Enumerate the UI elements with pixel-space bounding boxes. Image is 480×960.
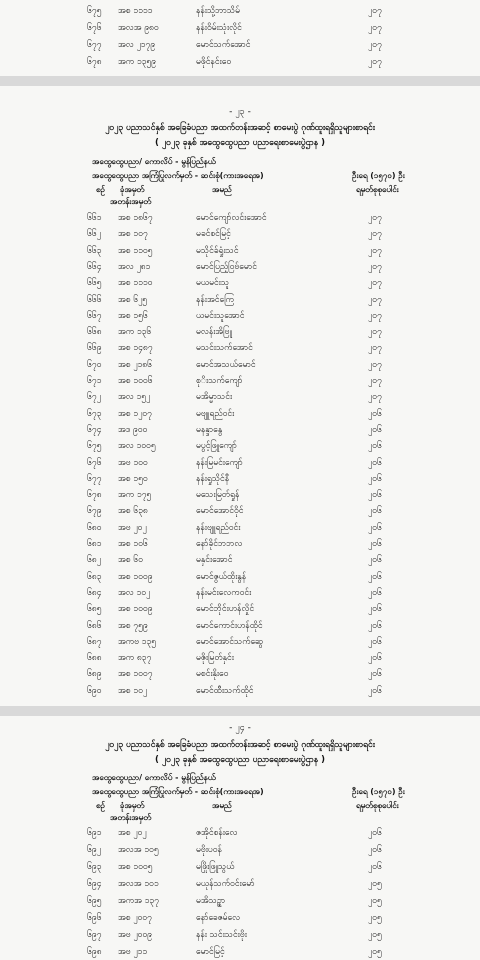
table-row xyxy=(0,293,480,307)
student-name: နန်းသို့ဘာသိမ် xyxy=(196,6,240,16)
total-mark: ၂၀၆ xyxy=(368,587,382,598)
roll-number: အလ ၁၀၀၅ xyxy=(118,441,156,452)
row-number: ၆၈၃ xyxy=(87,571,102,582)
row-number: ၆၇၆ xyxy=(87,23,102,33)
table-row xyxy=(0,651,480,665)
student-name: မနန္ဒာနွေ xyxy=(196,424,223,435)
table-row xyxy=(0,826,480,840)
student-name: မောင်သက်အောင် xyxy=(196,40,251,50)
row-number: ၆၆၂ xyxy=(87,229,101,240)
roll-number: အစ ၁၁၀၅ xyxy=(118,245,153,256)
table-row xyxy=(0,374,480,388)
table-row xyxy=(0,260,480,274)
roll-number: အက ၁၃၅၉ xyxy=(118,57,156,67)
table-row xyxy=(0,911,480,925)
total-mark: ၂၀၇ xyxy=(368,294,382,305)
table-row xyxy=(0,21,480,35)
table-row xyxy=(0,38,480,52)
total-mark: ၂၀၆ xyxy=(368,669,382,680)
student-name: မောင်ကောင်းဟန်ထိုင် xyxy=(196,620,263,631)
student-name: မဇိုးမြတ်နှင်း xyxy=(196,653,234,664)
student-name: နော်ခေဇမ်လေ xyxy=(196,913,241,923)
page-title: ၂၀၂၃ ပညာသင်နှစ် အခြေခံပညာ အထက်တန်းအဆင့် စာမေးပွဲ ဂုဏ်ထူးရရှိသူများစာရင်း xyxy=(105,123,375,133)
total-mark: ၂၀၇ xyxy=(368,57,382,67)
student-name: မောင်မြင့် xyxy=(196,947,225,957)
info-line-2: အထွေထွေပညာ အကြံပြုလက်မှတ် - ဆင်းစုံ(ကားအရေအ) xyxy=(92,171,264,180)
roll-number: အဗ ၂၀၀၉ xyxy=(118,930,152,940)
roll-number: အစ ၁၀၀၉ xyxy=(118,571,153,582)
total-mark: ၂၀၆ xyxy=(368,408,382,419)
total-mark: ၂၀၇ xyxy=(368,23,382,33)
info-line-2: အထွေထွေပညာ အကြံပြုလက်မှတ် - ဆင်းစုံ(ကားအရေအ) xyxy=(92,787,264,796)
table-row xyxy=(0,4,480,18)
roll-number: အစ ၁၄၈၇ xyxy=(118,343,153,354)
student-name: နန်း သင်းသင်းဗိုး xyxy=(196,930,247,940)
total-mark: ၂၀၇ xyxy=(368,359,382,370)
student-name: မသိုင်ခ်ရှုံးသင် xyxy=(196,245,239,256)
row-number: ၆၇၀ xyxy=(87,359,102,370)
roll-number: အကဗ ၁၃၅ xyxy=(118,636,157,647)
info-line-1: အထွေထွေပညာ/ ကောလိပ် - မွန်ပြည်နယ် xyxy=(92,157,216,166)
student-name: မောင်ကျော်လင်းအောင် xyxy=(196,213,267,223)
header-roll-sub: အတန်းအမှတ် xyxy=(110,197,152,206)
table-row xyxy=(0,894,480,908)
total-mark: ၂၀၆ xyxy=(368,685,382,696)
roll-number: အစ ၁၁၁၀ xyxy=(118,278,153,289)
total-mark: ၂၀၅ xyxy=(368,879,382,889)
row-number: ၆၈၂ xyxy=(87,555,101,566)
table-row xyxy=(0,244,480,258)
student-name: မနှင်းအောင် xyxy=(196,555,233,566)
total-mark: ၂၀၇ xyxy=(368,261,382,272)
row-number: ၆၇၂ xyxy=(87,392,101,403)
total-mark: ၂၀၇ xyxy=(368,327,382,338)
table-row xyxy=(0,341,480,355)
total-mark: ၂၀၇ xyxy=(368,213,382,223)
roll-number: အစ ၁၀၀၅ xyxy=(118,862,153,872)
table-row xyxy=(0,619,480,633)
roll-number: အဒ ၉၀၀ xyxy=(118,424,148,435)
table-row xyxy=(0,877,480,891)
roll-number: အစ ၂၁၈၆ xyxy=(118,359,152,370)
total-mark: ၂၀၆ xyxy=(368,457,382,468)
table-row xyxy=(0,684,480,698)
table-row xyxy=(0,553,480,567)
header-mark: ရမှတ်စုစုပေါင်း xyxy=(356,801,399,810)
row-number: ၆၈၇ xyxy=(87,636,102,647)
student-name: မောင်ပြည့်ဝြဗ်မောင် xyxy=(196,261,257,272)
count-label: ဦးရေ (၁၅၇၀) ဦး xyxy=(352,787,405,796)
table-row xyxy=(0,488,480,502)
student-name: နန်းအင်ကြေ xyxy=(196,294,235,305)
table-row xyxy=(0,423,480,437)
header-name: အမည် xyxy=(212,185,232,194)
table-row xyxy=(0,439,480,453)
roll-number: အလအ ၁၀၅ xyxy=(118,845,159,855)
row-number: ၆၇၈ xyxy=(87,490,102,501)
roll-number: အလအ ၁၀၁ xyxy=(118,879,159,889)
page-title: ၂၀၂၃ ပညာသင်နှစ် အခြေခံပညာ အထက်တန်းအဆင့် စာမေးပွဲ ဂုဏ်ထူးရရှိသူများစာရင်း xyxy=(105,740,375,750)
row-number: ၆၈၈ xyxy=(87,653,102,664)
row-number: ၆၇၃ xyxy=(87,408,102,419)
table-row xyxy=(0,586,480,600)
student-name: မဖိုင်နင်းဝေ xyxy=(196,57,232,67)
student-name: မဖြိုးဖြူသွယ် xyxy=(196,862,235,872)
table-row xyxy=(0,472,480,486)
table-row xyxy=(0,407,480,421)
student-name: နန်းရှုသိုင်နီ xyxy=(196,473,230,484)
table-row xyxy=(0,570,480,584)
student-name: မဗျူရည်ဝင်း xyxy=(196,408,235,419)
row-number: ၆၇၁ xyxy=(87,376,102,386)
total-mark: ၂၀၇ xyxy=(368,376,382,386)
student-name: မောင်အသယ်မောင် xyxy=(196,359,256,370)
student-name: နန်းမြမင်းကျော် xyxy=(196,457,243,468)
table-row xyxy=(0,504,480,518)
row-number: ၆၇၅ xyxy=(87,6,102,16)
student-name: နန်းမင်းလေကဝင်း xyxy=(196,587,252,598)
roll-number: အလအ ၉၈၀ xyxy=(118,23,159,33)
row-number: ၆၈၉ xyxy=(87,669,102,680)
table-row xyxy=(0,325,480,339)
total-mark: ၂၀၇ xyxy=(368,343,382,354)
roll-number: အစ ၁၀၇ xyxy=(118,229,148,240)
total-mark: ၂၀၆ xyxy=(368,636,382,647)
total-mark: ၂၀၆ xyxy=(368,539,382,549)
student-name: မသေးမြတ်ရှုန် xyxy=(196,490,240,501)
table-row xyxy=(0,521,480,535)
student-name: မောင်အောင်သက်ဆွေ xyxy=(196,636,264,647)
header-name: အမည် xyxy=(212,801,232,810)
header-no: စဉ် xyxy=(96,185,105,194)
roll-number: အက ၁၇၅ xyxy=(118,490,152,501)
table-row xyxy=(0,945,480,959)
document-page-top xyxy=(0,0,480,76)
table-row xyxy=(0,211,480,225)
row-number: ၆၉၂ xyxy=(87,845,101,855)
student-name: မအိမ္မာသင်း xyxy=(196,392,233,403)
total-mark: ၂၀၆ xyxy=(368,522,382,533)
table-row xyxy=(0,843,480,857)
table-row xyxy=(0,309,480,323)
student-name: မောင်ဘိုင်းဟန်လှိုင် xyxy=(196,604,255,615)
row-number: ၆၇၈ xyxy=(87,57,102,67)
row-number: ၆၈၀ xyxy=(87,522,102,533)
student-name: နန်းဗျူရည်ဝင်း xyxy=(196,522,241,533)
table-row xyxy=(0,55,480,69)
row-number: ၆၉၀ xyxy=(87,685,102,696)
roll-number: အလ ၂၁၇၉ xyxy=(118,40,155,50)
roll-number: အစ ၆၀ xyxy=(118,555,143,566)
roll-number: အစ ၂၀၀၇ xyxy=(118,913,152,923)
row-number: ၆၇၆ xyxy=(87,457,102,468)
total-mark: ၂၀၆ xyxy=(368,845,382,855)
student-name: ယမင်းသူအောင် xyxy=(196,310,245,321)
roll-number: အစ ၁၀၂ xyxy=(118,685,148,696)
total-mark: ၂၀၇ xyxy=(368,6,382,16)
roll-number: အစ ၁၅၀ xyxy=(118,473,148,484)
row-number: ၆၉၇ xyxy=(87,930,102,940)
count-label: ဦးရေ (၁၅၇၀) ဦး xyxy=(352,171,405,180)
roll-number: အစ ၁၀၀၉ xyxy=(118,604,153,615)
roll-number: အစ ၁၀၆ xyxy=(118,539,148,549)
roll-number: အစ ၁၀၀၆ xyxy=(118,376,153,386)
roll-number: အစ ၆၂၅ xyxy=(118,294,148,305)
header-roll: ခုံအမှတ် xyxy=(120,185,145,194)
student-name: မအိသဥ္ဇာ xyxy=(196,896,226,906)
total-mark: ၂၀၆ xyxy=(368,441,382,452)
student-name: မစင်းနိုးဝေ xyxy=(196,669,229,680)
student-name: မောင်အောင်ဝိုင် xyxy=(196,506,244,517)
roll-number: အဗ ၁၀၀ xyxy=(118,457,148,468)
row-number: ၆၆၅ xyxy=(87,278,102,289)
page-number: - ၂၄ - xyxy=(229,723,251,733)
total-mark: ၂၀၅ xyxy=(368,913,382,923)
row-number: ၆၈၅ xyxy=(87,604,102,615)
roll-number: အက ၈၃၇ xyxy=(118,653,152,664)
row-number: ၆၆၃ xyxy=(87,245,102,256)
document-page-bottom xyxy=(0,716,480,960)
total-mark: ၂၀၇ xyxy=(368,278,382,289)
info-line-1: အထွေထွေပညာ/ ကောလိပ် - မွန်ပြည်နယ် xyxy=(92,773,216,782)
row-number: ၆၆၁ xyxy=(87,213,102,223)
row-number: ၆၉၁ xyxy=(87,828,102,838)
total-mark: ၂၀၇ xyxy=(368,310,382,321)
roll-number: အစ ၁၁၁၁ xyxy=(118,6,153,16)
row-number: ၆၇၅ xyxy=(87,441,102,452)
header-mark: ရမှတ်စုစုပေါင်း xyxy=(356,185,399,194)
roll-number: အစ ၂၀၂ xyxy=(118,828,147,838)
page-subtitle: ( ၂၀၂၃ ခုနှစ် အထွေထွေပညာ ပညာရေးစာမေးပွဲဌာန ) xyxy=(154,755,326,765)
row-number: ၆၆၈ xyxy=(87,327,102,338)
header-roll: ခုံအမှတ် xyxy=(120,801,145,810)
row-number: ၆၆၆ xyxy=(87,294,102,305)
total-mark: ၂၀၇ xyxy=(368,40,382,50)
row-number: ၆၇၉ xyxy=(87,506,102,517)
row-number: ၆၉၈ xyxy=(87,947,102,957)
row-number: ၆၈၆ xyxy=(87,620,102,631)
row-number: ၆၆၄ xyxy=(87,261,102,272)
student-name: နန်းဝိမ်းသုံးလိုင် xyxy=(196,23,242,33)
page-subtitle: ( ၂၀၂၃ ခုနှစ် အထွေထွေပညာ ပညာရေးစာမေးပွဲဌာန ) xyxy=(154,138,326,148)
student-name: မယမင်းသူ xyxy=(196,278,230,289)
student-name: ဇအိုင်စန်းလေ xyxy=(196,828,238,838)
row-number: ၆၇၄ xyxy=(87,424,102,435)
row-number: ၆၇၇ xyxy=(87,473,102,484)
table-row xyxy=(0,227,480,241)
document-page-middle xyxy=(0,86,480,706)
page-number: - ၂၃ - xyxy=(229,107,251,117)
table-row xyxy=(0,390,480,404)
row-number: ၆၆၉ xyxy=(87,343,102,354)
table-row xyxy=(0,928,480,942)
total-mark: ၂၀၆ xyxy=(368,490,382,501)
total-mark: ၂၀၆ xyxy=(368,506,382,517)
roll-number: အစ ၁၈၆၇ xyxy=(118,213,153,223)
student-name: မပွင့်ဖြူကျော် xyxy=(196,441,237,452)
row-number: ၆၇၇ xyxy=(87,40,102,50)
student-name: မခင်စင်မြင့် xyxy=(196,229,231,240)
roll-number: အဗ ၂၁၁ xyxy=(118,947,148,957)
student-name: နော်ခိုင်ဘဘလ xyxy=(196,539,243,549)
total-mark: ၂၀၆ xyxy=(368,555,382,566)
roll-number: အဗ ၂၀၂ xyxy=(118,522,147,533)
table-row xyxy=(0,635,480,649)
total-mark: ၂၀၅ xyxy=(368,930,382,940)
total-mark: ၂၀၇ xyxy=(368,245,382,256)
roll-number: အလ ၁၅၂ xyxy=(118,392,151,403)
roll-number: အက ၁၃၆ xyxy=(118,327,152,338)
row-number: ၆၈၁ xyxy=(87,539,102,549)
student-name: မယုန်သက်ဝင်းမော် xyxy=(196,879,255,889)
table-row xyxy=(0,537,480,551)
roll-number: အစ ၇၅၉ xyxy=(118,620,148,631)
roll-number: အလ ၁၀၂ xyxy=(118,587,151,598)
student-name: မောင်ဇွယ်ထိုးနွန် xyxy=(196,571,247,582)
total-mark: ၂၀၇ xyxy=(368,392,382,403)
row-number: ၆၉၃ xyxy=(87,862,102,872)
table-row xyxy=(0,602,480,616)
total-mark: ၂၀၆ xyxy=(368,473,382,484)
table-row xyxy=(0,667,480,681)
student-name: မသင်းသက်အောင် xyxy=(196,343,253,354)
total-mark: ၂၀၆ xyxy=(368,604,382,615)
header-roll-sub: အတန်းအမှတ် xyxy=(110,813,152,822)
total-mark: ၂၀၅ xyxy=(368,896,382,906)
header-no: စဉ် xyxy=(96,801,105,810)
total-mark: ၂၀၆ xyxy=(368,828,382,838)
roll-number: အကအ ၁၃၇ xyxy=(118,896,159,906)
total-mark: ၂၀၆ xyxy=(368,653,382,664)
roll-number: အလ ၂၈၁ xyxy=(118,261,151,272)
row-number: ၆၉၆ xyxy=(87,913,102,923)
total-mark: ၂၀၆ xyxy=(368,862,382,872)
total-mark: ၂၀၆ xyxy=(368,620,382,631)
total-mark: ၂၀၅ xyxy=(368,947,382,957)
roll-number: အစ ၁၂၀၇ xyxy=(118,408,152,419)
student-name: မဗိုးပဝန် xyxy=(196,845,222,855)
row-number: ၆၉၅ xyxy=(87,896,102,906)
roll-number: အစ ၁၅၆ xyxy=(118,310,148,321)
row-number: ၆၈၄ xyxy=(87,587,102,598)
table-row xyxy=(0,276,480,290)
total-mark: ၂၀၆ xyxy=(368,571,382,582)
table-row xyxy=(0,860,480,874)
roll-number: အစ ၆၃၈ xyxy=(118,506,148,517)
table-row xyxy=(0,358,480,372)
row-number: ၆၆၇ xyxy=(87,310,102,321)
roll-number: အစ ၁၀၀၇ xyxy=(118,669,153,680)
table-row xyxy=(0,456,480,470)
student-name: မောင်ထီးသက်ထိုင် xyxy=(196,685,254,696)
total-mark: ၂၀၆ xyxy=(368,424,382,435)
student-name: မလန်းအိဗြူ xyxy=(196,327,232,338)
student-name: စုိးသက်ကျော် xyxy=(196,376,243,386)
row-number: ၆၉၄ xyxy=(87,879,102,889)
total-mark: ၂၀၇ xyxy=(368,229,382,240)
